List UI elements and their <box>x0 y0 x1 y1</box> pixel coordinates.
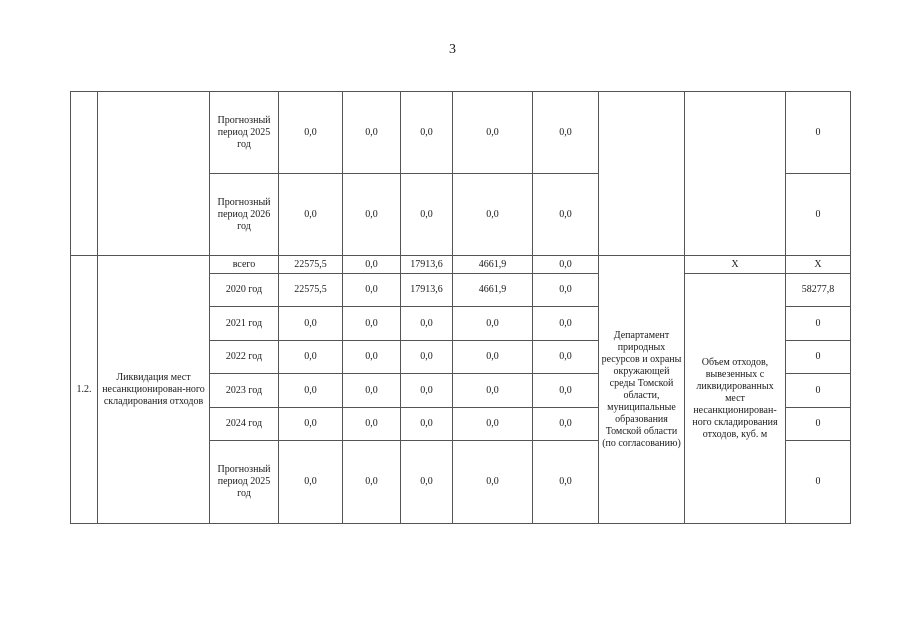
value-cell: 0,0 <box>533 441 599 524</box>
period-cell: 2024 год <box>210 408 279 441</box>
value-cell: 0,0 <box>279 92 343 174</box>
value-cell: 22575,5 <box>279 274 343 307</box>
value-cell: 0,0 <box>279 174 343 256</box>
item-number-cell: 1.2. <box>71 256 98 524</box>
value-cell: 0,0 <box>453 307 533 341</box>
value-cell: 0,0 <box>343 274 401 307</box>
period-cell: Прогнозный период 2026 год <box>210 174 279 256</box>
value-cell: 0,0 <box>401 408 453 441</box>
value-cell: 0,0 <box>401 174 453 256</box>
value-cell: 0,0 <box>453 341 533 374</box>
value-cell: 0,0 <box>453 408 533 441</box>
indicator-value-cell: 0 <box>786 307 851 341</box>
value-cell: 0,0 <box>533 374 599 408</box>
period-cell: Прогнозный период 2025 год <box>210 441 279 524</box>
indicator-name-cell <box>685 92 786 256</box>
value-cell: 0,0 <box>533 174 599 256</box>
value-cell: 0,0 <box>453 374 533 408</box>
value-cell: 0,0 <box>401 441 453 524</box>
indicator-value-cell: Х <box>786 256 851 274</box>
program-table <box>70 91 851 524</box>
value-cell: 0,0 <box>453 92 533 174</box>
period-cell: всего <box>210 256 279 274</box>
value-cell: 0,0 <box>279 374 343 408</box>
indicator-value-cell: 0 <box>786 408 851 441</box>
value-cell: 0,0 <box>279 441 343 524</box>
department-cell <box>599 92 685 256</box>
value-cell: 0,0 <box>533 341 599 374</box>
value-cell: 0,0 <box>343 307 401 341</box>
value-cell: 0,0 <box>533 256 599 274</box>
value-cell: 4661,9 <box>453 256 533 274</box>
indicator-value-cell: 0 <box>786 92 851 174</box>
value-cell: 0,0 <box>401 341 453 374</box>
page-number: 3 <box>449 42 456 57</box>
value-cell: 0,0 <box>279 307 343 341</box>
indicator-mark-cell: Х <box>685 256 786 274</box>
period-cell: 2023 год <box>210 374 279 408</box>
value-cell: 17913,6 <box>401 256 453 274</box>
value-cell: 0,0 <box>401 92 453 174</box>
value-cell: 17913,6 <box>401 274 453 307</box>
indicator-value-cell: 58277,8 <box>786 274 851 307</box>
value-cell: 22575,5 <box>279 256 343 274</box>
period-cell: Прогнозный период 2025 год <box>210 92 279 174</box>
name-cell <box>98 92 210 256</box>
table-row <box>71 256 851 274</box>
indicator-value-cell: 0 <box>786 441 851 524</box>
value-cell: 0,0 <box>343 374 401 408</box>
value-cell: 0,0 <box>343 408 401 441</box>
period-cell: 2020 год <box>210 274 279 307</box>
value-cell: 0,0 <box>279 341 343 374</box>
value-cell: 0,0 <box>343 92 401 174</box>
period-cell: 2022 год <box>210 341 279 374</box>
indicator-value-cell: 0 <box>786 341 851 374</box>
value-cell: 4661,9 <box>453 274 533 307</box>
indicator-name-cell: Объем отходов, вывезенных с ликвидированных мест несанкционирован-ного складирования отходов, куб. м <box>685 274 786 524</box>
value-cell: 0,0 <box>453 174 533 256</box>
value-cell: 0,0 <box>533 408 599 441</box>
value-cell: 0,0 <box>343 441 401 524</box>
period-cell: 2021 год <box>210 307 279 341</box>
value-cell: 0,0 <box>343 256 401 274</box>
number-cell <box>71 92 98 256</box>
department-cell: Департамент природных ресурсов и охраны окружающей среды Томской области, муниципальные образования Томской области (по согласованию) <box>599 256 685 524</box>
table-row <box>71 92 851 174</box>
value-cell: 0,0 <box>533 92 599 174</box>
item-name-cell: Ликвидация мест несанкционирован-ного складирования отходов <box>98 256 210 524</box>
value-cell: 0,0 <box>343 341 401 374</box>
value-cell: 0,0 <box>533 307 599 341</box>
value-cell: 0,0 <box>279 408 343 441</box>
value-cell: 0,0 <box>401 307 453 341</box>
indicator-value-cell: 0 <box>786 174 851 256</box>
value-cell: 0,0 <box>533 274 599 307</box>
value-cell: 0,0 <box>401 374 453 408</box>
indicator-value-cell: 0 <box>786 374 851 408</box>
value-cell: 0,0 <box>343 174 401 256</box>
value-cell: 0,0 <box>453 441 533 524</box>
